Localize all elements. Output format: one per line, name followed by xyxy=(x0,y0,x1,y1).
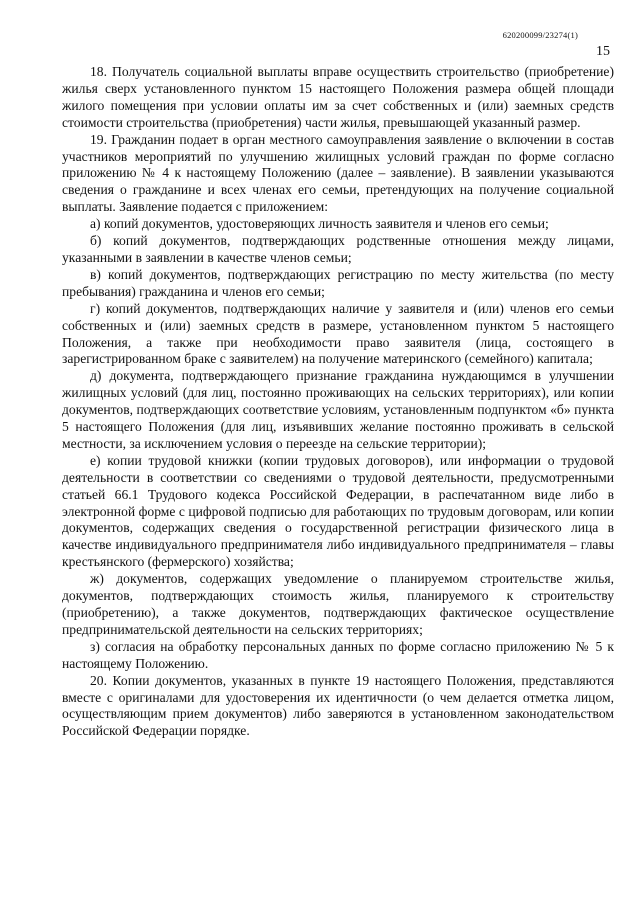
paragraph-18: 18. Получатель социальной выплаты вправе осуществить строительство (приобретение) жилья сверх установленного пунктом 15 настоящего Положения размера общей площади жилого помещения при условии оплаты им за счет собственных и (или) заемных средств стоимости строительства (приобретения) части жилья, превышающей указанный размер. xyxy=(62,64,614,130)
page-number: 15 xyxy=(596,44,610,59)
list-item-a: а) копий документов, удостоверяющих личность заявителя и членов его семьи; xyxy=(90,216,549,232)
list-item-b: б) копий документов, подтверждающих родственные отношения между лицами, указанными в заявлении в качестве членов семьи; xyxy=(62,233,614,265)
list-item-d: д) документа, подтверждающего признание гражданина нуждающимся в улучшении жилищных условий (для лиц, постоянно проживающих на сельских территориях), или копии документов, подтверждающих соответствие условиям, установленным подпунктом «б» пункта 5 настоящего Положения (для лиц, изъявивших желание постоянно проживать в сельской местности, за исключением условия о переезде на сельские территории); xyxy=(62,368,614,451)
document-id: 620200099/23274(1) xyxy=(502,30,578,40)
list-item-z: з) согласия на обработку персональных данных по форме согласно приложению № 5 к настоящему Положению. xyxy=(62,638,614,671)
list-item-g: г) копий документов, подтверждающих наличие у заявителя и (или) членов его семьи собственных и (или) заемных средств в размере, установленном пунктом 5 настоящего Положения, а также при необходимости право заявителя (лица, состоящего в зарегистрированном браке с заявителем) на получение материнского (семейного) капитала; xyxy=(62,300,614,367)
paragraph-20: 20. Копии документов, указанных в пункте 19 настоящего Положения, представляются вместе с оригиналами для удостоверения их идентичности (о чем делается отметка лицом, осуществляющим прием документов) либо заверяются в установленном законодательством Российской Федерации порядке. xyxy=(62,672,614,739)
paragraph-19: 19. Гражданин подает в орган местного самоуправления заявление о включении в состав участников мероприятий по улучшению жилищных условий граждан по форме согласно приложению № 4 к настоящему Положению (далее – заявление). В заявлении указываются сведения о гражданине и всех членах его семьи, претендующих на получение социальной выплаты. Заявление подается с приложением: xyxy=(62,131,614,215)
document-body xyxy=(62,64,614,740)
list-item-v: в) копий документов, подтверждающих регистрацию по месту жительства (по месту пребывания) гражданина и членов его семьи; xyxy=(62,266,614,299)
list-item-e: е) копии трудовой книжки (копии трудовых договоров), или информации о трудовой деятельности в соответствии со сведениями о трудовой деятельности, предусмотренными статьей 66.1 Трудового кодекса Российской Федерации, в распечатанном виде либо в электронной форме с цифровой подписью для работающих по трудовым договорам, или копии документов, содержащих сведения о государственной регистрации физического лица в качестве индивидуального предпринимателя либо индивидуального предпринимателя – главы крестьянского (фермерского) хозяйства; xyxy=(62,452,614,570)
list-item-zh: ж) документов, содержащих уведомление о планируемом строительстве жилья, документов, подтверждающих стоимость жилья, планируемого к строительству (приобретению), а также документов, подтверждающих фактическое осуществление предпринимательской деятельности на сельских территориях; xyxy=(62,571,614,637)
